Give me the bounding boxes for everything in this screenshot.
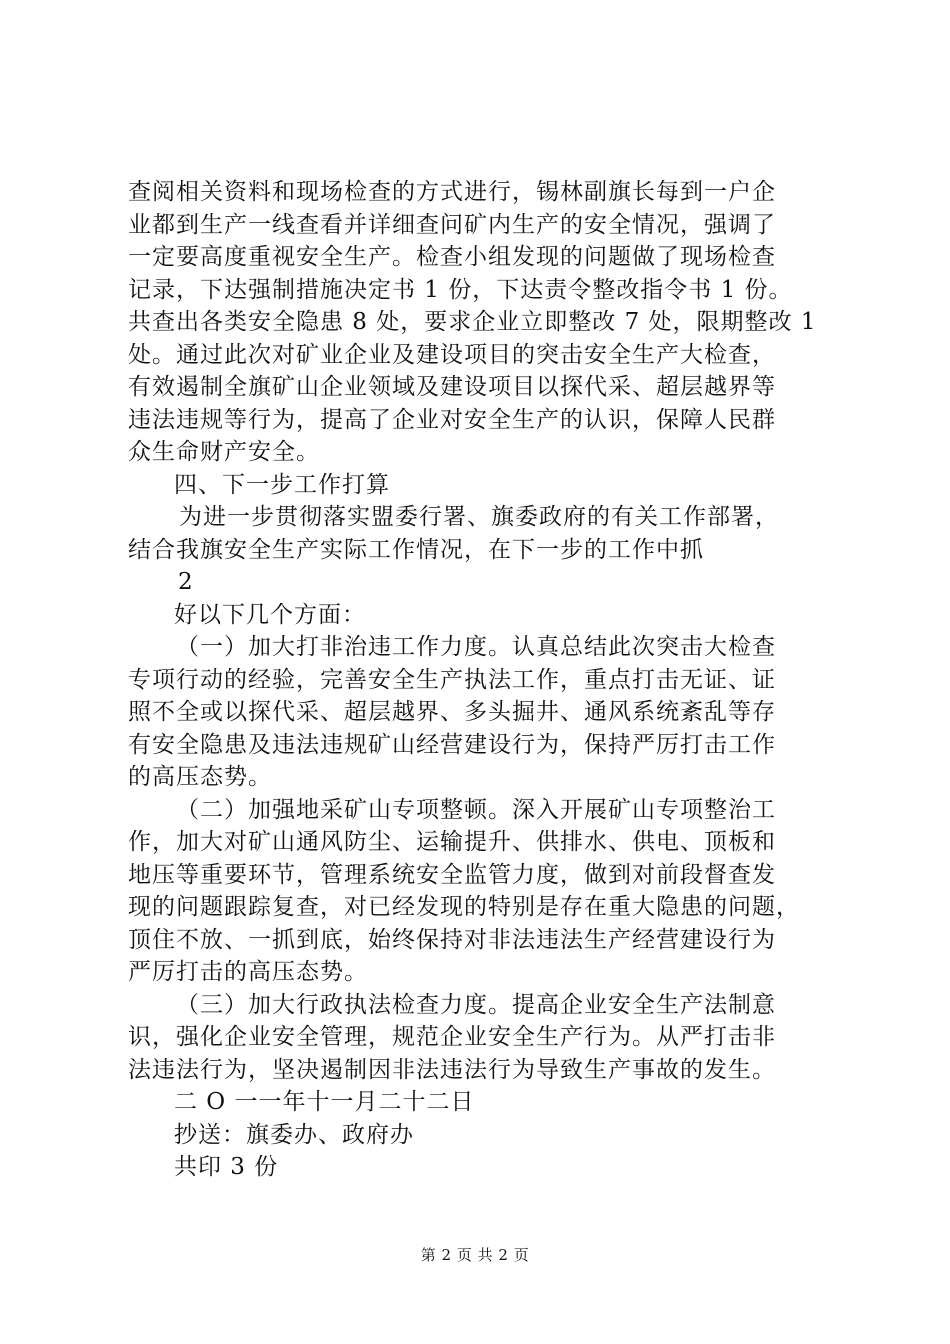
page-indicator: 第 2 页 共 2 页: [420, 1246, 530, 1264]
print-count-line: 共印 3 份: [174, 1154, 279, 1180]
body-line: 记录，下达强制措施决定书 1 份，下达责令整改指令书 1 份。: [128, 276, 793, 303]
body-line: 现的问题跟踪复查，对已经发现的特别是存在重大隐患的问题，: [128, 894, 800, 920]
body-line: 有安全隐患及违法违规矿山经营建设行为，保持严厉打击工作: [128, 731, 776, 758]
body-line: 为进一步贯彻落实盟委行署、旗委政府的有关工作部署，: [179, 504, 779, 530]
page-footer: [0, 1244, 950, 1265]
document-body: [128, 176, 840, 1184]
body-line: 的高压态势。: [128, 764, 272, 790]
body-line: 照不全或以探代采、超层越界、多头掘井、通风系统紊乱等存: [128, 699, 776, 725]
item-heading-1: （一）加大打非治违工作力度。认真总结此次突击大检查: [176, 634, 776, 660]
body-line: 好以下几个方面：: [174, 601, 366, 628]
body-line: 违法违规等行为，提高了企业对安全生产的认识，保障人民群: [128, 406, 776, 433]
body-line: 专项行动的经验，完善安全生产执法工作，重点打击无证、证: [128, 666, 776, 693]
body-line: 结合我旗安全生产实际工作情况，在下一步的工作中抓: [128, 536, 704, 563]
body-line: 识，强化企业安全管理，规范企业安全生产行为。从严打击非: [128, 1024, 776, 1050]
body-line: 地压等重要环节，管理系统安全监管力度，做到对前段督查发: [128, 861, 776, 888]
body-line: 顶住不放、一抓到底，始终保持对非法违法生产经营建设行为: [128, 926, 776, 953]
body-line: 业都到生产一线查看并详细查问矿内生产的安全情况，强调了: [128, 211, 776, 238]
body-line: 作，加大对矿山通风防尘、运输提升、供排水、供电、顶板和: [128, 829, 776, 855]
copy-to-line: 抄送：旗委办、政府办: [174, 1121, 414, 1148]
item-heading-2: （二）加强地采矿山专项整顿。深入开展矿山专项整治工: [176, 796, 776, 823]
item-heading-3: （三）加大行政执法检查力度。提高企业安全生产法制意: [176, 991, 776, 1018]
body-line: 查阅相关资料和现场检查的方式进行，锡林副旗长每到一户企: [128, 179, 776, 205]
body-line: 共查出各类安全隐患 8 处，要求企业立即整改 7 处，限期整改 1: [128, 309, 817, 335]
section-heading-next-steps: 四、下一步工作打算: [174, 471, 390, 498]
body-line: 众生命财产安全。: [128, 439, 320, 465]
body-line: 法违法行为，坚决遏制因非法违法行为导致生产事故的发生。: [128, 1056, 776, 1083]
body-line: 有效遏制全旗矿山企业领域及建设项目以探代采、超层越界等: [128, 374, 776, 400]
body-line: 严厉打击的高压态势。: [128, 959, 368, 985]
body-line: 一定要高度重视安全生产。检查小组发现的问题做了现场检查: [128, 244, 776, 270]
document-date: 二 O 一一年十一月二十二日: [174, 1089, 475, 1115]
body-line: 处。通过此次对矿业企业及建设项目的突击安全生产大检查，: [128, 341, 776, 368]
inline-page-number: 2: [178, 569, 194, 595]
